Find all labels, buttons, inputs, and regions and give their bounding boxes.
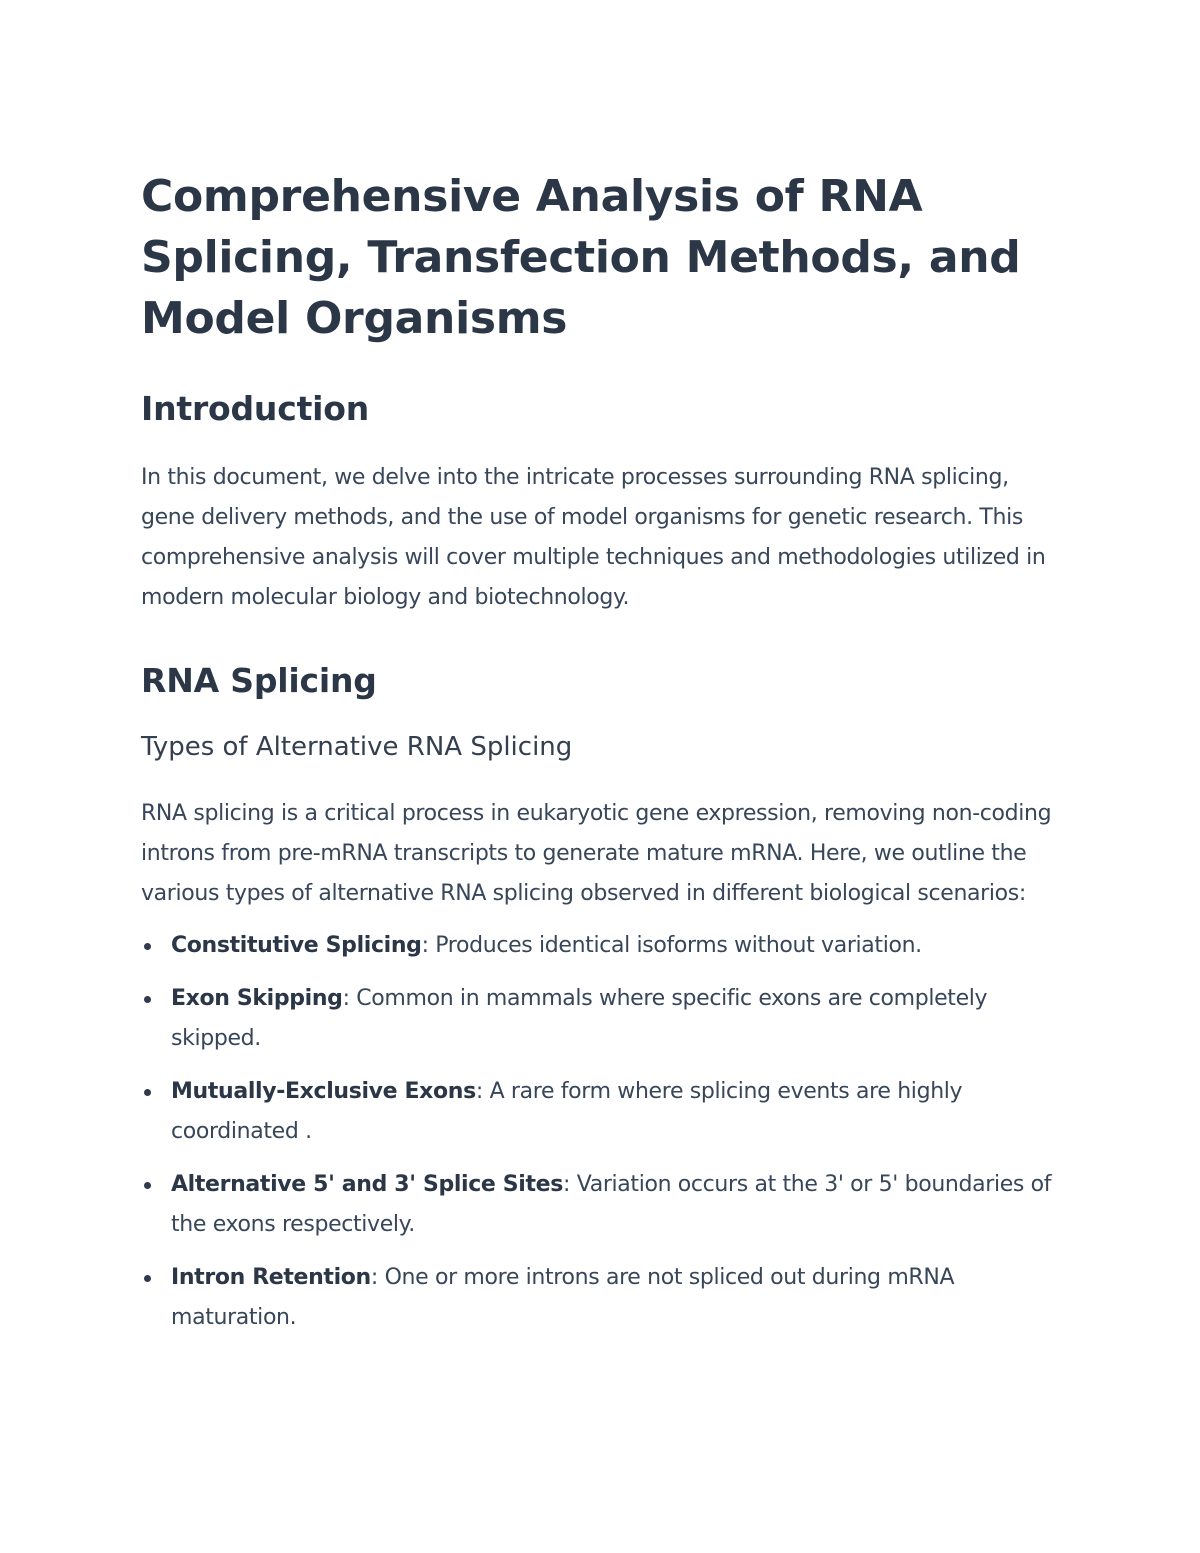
- document-page: [141, 166, 1061, 1351]
- list-item-separator: :: [370, 1265, 385, 1290]
- list-item-term: Mutually-Exclusive Exons: [171, 1079, 476, 1104]
- bullet-icon: [144, 996, 151, 1003]
- list-item: [141, 926, 1061, 966]
- introduction-paragraph: In this document, we delve into the intricate processes surrounding RNA splicing, gene delivery methods, and the use of model organisms for genetic research. This comprehensive analysis will cover multiple techniques and methodologies utilized in modern molecular biology and biotechnology.: [141, 465, 1046, 610]
- list-item-text: One or more introns are not spliced out during mRNA maturation.: [171, 1265, 955, 1330]
- rna-splicing-paragraph: RNA splicing is a critical process in eukaryotic gene expression, removing non-coding introns from pre-mRNA transcripts to generate mature mRNA. Here, we outline the various types of alternative RNA splicing observed in different biological scenarios:: [141, 801, 1052, 906]
- rna-splicing-heading: RNA Splicing: [141, 661, 377, 700]
- list-item: [141, 979, 1061, 1059]
- bullet-icon: [144, 1275, 151, 1282]
- list-item: [141, 1072, 1061, 1152]
- list-item: [141, 1165, 1061, 1245]
- list-item: [141, 1258, 1061, 1338]
- splicing-types-list: [141, 926, 1061, 1338]
- list-item-text: Variation occurs at the 3' or 5' boundaries of the exons respectively.: [171, 1172, 1052, 1237]
- introduction-heading: Introduction: [141, 389, 370, 428]
- list-item-term: Constitutive Splicing: [171, 933, 422, 958]
- bullet-icon: [144, 1089, 151, 1096]
- list-item-separator: :: [421, 933, 436, 958]
- list-item-separator: :: [562, 1172, 577, 1197]
- list-item-term: Alternative 5' and 3' Splice Sites: [171, 1172, 563, 1197]
- bullet-icon: [144, 1182, 151, 1189]
- alternative-splicing-subheading: Types of Alternative RNA Splicing: [141, 732, 573, 762]
- list-item-separator: :: [475, 1079, 490, 1104]
- list-item-text: Produces identical isoforms without variation.: [435, 933, 922, 958]
- list-item-text: A rare form where splicing events are highly coordinated .: [171, 1079, 963, 1144]
- document-title: Comprehensive Analysis of RNA Splicing, Transfection Methods, and Model Organisms: [141, 171, 1021, 344]
- list-item-term: Intron Retention: [171, 1265, 371, 1290]
- bullet-icon: [144, 943, 151, 950]
- list-item-separator: :: [342, 986, 357, 1011]
- list-item-text: Common in mammals where specific exons are completely skipped.: [171, 986, 988, 1051]
- list-item-term: Exon Skipping: [171, 986, 343, 1011]
